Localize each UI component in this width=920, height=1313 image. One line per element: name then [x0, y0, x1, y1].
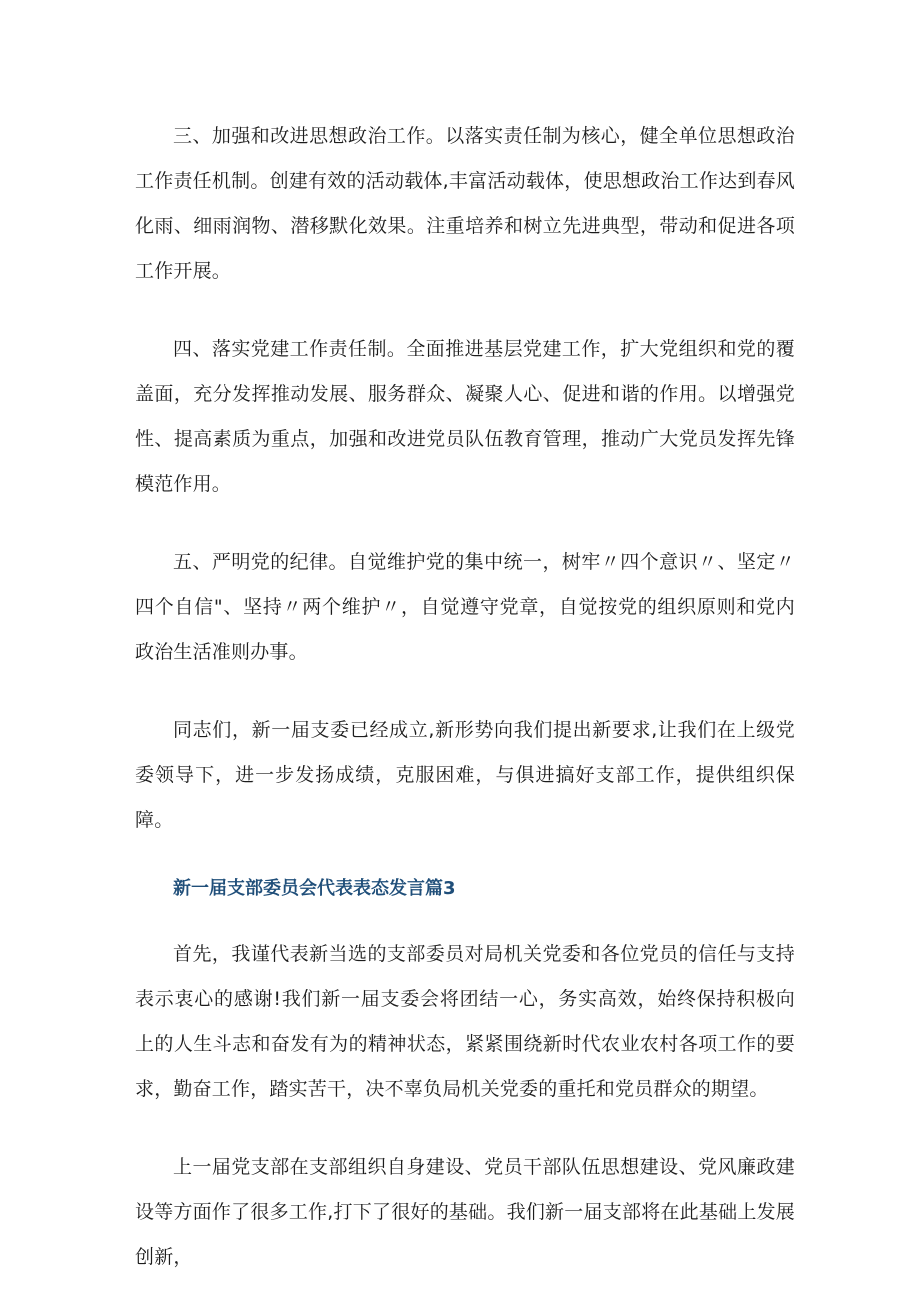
paragraph-party-discipline: 五、严明党的纪律。自觉维护党的集中统一，树牢〃四个意识〃、坚定〃四个自信"、坚持〃两个维护〃，自觉遵守党章，自觉按党的组织原则和党内政治生活准则办事。 — [135, 551, 795, 663]
paragraph-closing-remarks: 同志们，新一届支委已经成立,新形势向我们提出新要求,让我们在上级党委领导下，进一步发扬成绩，克服困难，与俱进搞好支部工作，提供组织保障。 — [135, 719, 795, 831]
paragraph-previous-branch-work: 上一届党支部在支部组织自身建设、党员干部队伍思想建设、党风廉政建设等方面作了很多工作,打下了很好的基础。我们新一届支部将在此基础上发展创新， — [135, 1156, 795, 1268]
paragraph-party-building-responsibility: 四、落实党建工作责任制。全面推进基层党建工作，扩大党组织和党的覆盖面，充分发挥推动发展、服务群众、凝聚人心、促进和谐的作用。以增强党性、提高素质为重点，加强和改进党员队伍教育管理，推动广大党员发挥先锋模范作用。 — [135, 338, 795, 495]
section-heading: 新一届支部委员会代表表态发言篇3 — [173, 878, 456, 899]
paragraph-strengthen-ideological-work: 三、加强和改进思想政治工作。以落实责任制为核心，健全单位思想政治工作责任机制。创建有效的活动载体,丰富活动载体，使思想政治工作达到春风化雨、细雨润物、潜移默化效果。注重培养和树立先进典型，带动和促进各项工作开展。 — [135, 125, 795, 282]
document-body — [135, 114, 795, 1313]
paragraph-thanks: 首先，我谨代表新当选的支部委员对局机关党委和各位党员的信任与支持表示衷心的感谢!我们新一届支委会将团结一心，务实高效，始终保持积极向上的人生斗志和奋发有为的精神状态，紧紧围绕新时代农业农村各项工作的要求，勤奋工作，踏实苦干，决不辜负局机关党委的重托和党员群众的期望。 — [135, 943, 795, 1100]
